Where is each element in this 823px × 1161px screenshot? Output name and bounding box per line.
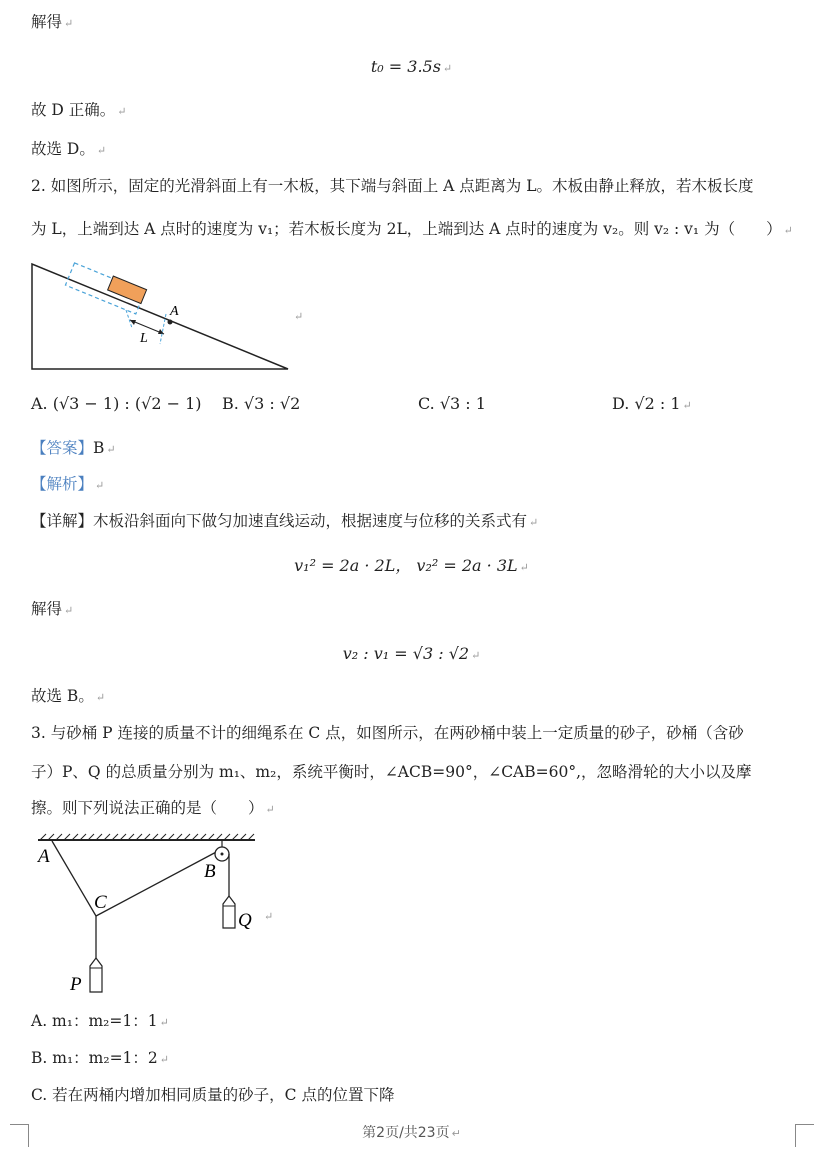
pulley-axle — [221, 853, 224, 856]
rope-cb — [96, 850, 220, 916]
incline-triangle — [32, 264, 288, 369]
label-b: B — [204, 861, 216, 882]
q3-stem-line3: 擦。则下列说法正确的是（ ） ↵ — [31, 799, 275, 817]
q2-answer: 【答案】B ↵ — [31, 439, 116, 457]
bucket-p — [90, 958, 102, 992]
label-a: A — [38, 846, 50, 867]
q2-equation-ratio: v₂ : v₁ = √3 : √2 ↵ — [342, 644, 481, 663]
bucket-q — [223, 896, 235, 928]
page-footer: 第2页/共23页 ↵ — [362, 1125, 461, 1141]
point-a — [168, 320, 173, 325]
equation-t0: t₀ = 3.5s ↵ — [370, 57, 453, 76]
q2-detail: 【详解】木板沿斜面向下做匀加速直线运动，根据速度与位移的关系式有 ↵ — [31, 512, 539, 530]
q2-choose-b: 故选 B。 ↵ — [31, 687, 106, 705]
q3-stem-line1: 3. 与砂桶 P 连接的质量不计的细绳系在 C 点，如图所示，在两砂桶中装上一定质量的砂子，砂桶（含砂 — [31, 724, 744, 742]
q2-solve-label: 解得 ↵ — [31, 600, 74, 618]
q3-option-c: C. 若在两桶内增加相同质量的砂子，C 点的位置下降 — [31, 1086, 395, 1104]
q2-stem-line1: 2. 如图所示，固定的光滑斜面上有一木板，其下端与斜面上 A 点距离为 L。木板由静止释放，若木板长度 — [31, 177, 754, 195]
rope-ac — [52, 841, 96, 916]
incline-figure — [28, 256, 308, 374]
q2-option-c: C. √3 : 1 — [418, 394, 486, 413]
q2-option-d: D. √2 : 1 ↵ — [612, 394, 692, 413]
q3-option-b: B. m₁：m₂=1：2 ↵ — [31, 1049, 169, 1067]
choose-d: 故选 D。 ↵ — [31, 140, 107, 158]
q3-option-a: A. m₁：m₂=1：1 ↵ — [31, 1012, 169, 1030]
label-q: Q — [238, 910, 252, 931]
q2-equation-v: v₁² = 2a · 2L， v₂² = 2a · 3L ↵ — [294, 556, 529, 575]
q2-option-a: A. (√3 − 1) : (√2 − 1) — [31, 394, 202, 413]
label-l: L — [140, 331, 148, 346]
q2-analysis: 【解析】 ↵ — [31, 475, 105, 493]
q2-stem-line2: 为 L，上端到达 A 点时的速度为 v₁；若木板长度为 2L，上端到达 A 点时的速度为 v₂。则 v₂ : v₁ 为（ ） ↵ — [31, 220, 793, 238]
q3-stem-line2: 子）P、Q 的总质量分别为 m₁、m₂，系统平衡时，∠ACB=90°，∠CAB=60°,，忽略滑轮的大小以及摩 — [31, 763, 752, 781]
solve-label-1: 解得 ↵ — [31, 13, 74, 31]
d-correct: 故 D 正确。 ↵ — [31, 101, 127, 119]
label-c: C — [94, 892, 107, 913]
wooden-block — [108, 276, 147, 304]
dashed-tick-left — [126, 310, 132, 328]
label-a: A — [170, 304, 179, 319]
q2-option-b: B. √3 : √2 — [222, 394, 301, 413]
label-p: P — [70, 974, 82, 995]
pulley-figure — [30, 830, 280, 1000]
